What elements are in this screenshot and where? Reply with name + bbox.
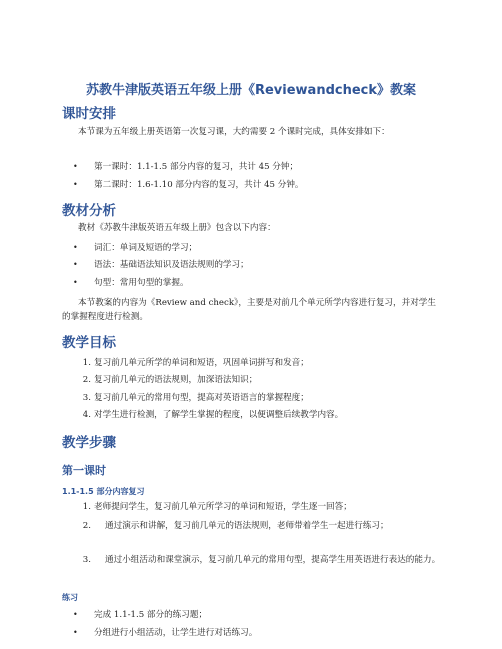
- list-item: 词汇：单词及短语的学习；: [94, 243, 198, 253]
- list-item: 对学生进行检测，了解学生掌握的程度，以便调整后续教学内容。: [94, 410, 344, 420]
- list-item: 第二课时：1.6-1.10 部分内容的复习，共计 45 分钟。: [94, 180, 304, 190]
- bullet-icon: •: [73, 162, 78, 171]
- bullet-icon: •: [73, 243, 78, 252]
- bullet-icon: •: [73, 628, 78, 637]
- list-item: 复习前几单元的常用句型，提高对英语语言的掌握程度；: [94, 393, 309, 403]
- list-number: 4.: [82, 410, 91, 420]
- bullet-icon: •: [73, 260, 78, 269]
- analysis-outro: 本节教案的内容为《Review and check》，主要是对前几个单元所学内容进行复习，并对学生的掌握程度进行检测。: [62, 298, 436, 322]
- list-item: 句型：常用句型的掌握。: [94, 278, 189, 288]
- heading-practice: 练习: [62, 593, 78, 602]
- heading-lesson-1: 第一课时: [62, 464, 106, 477]
- bullet-icon: •: [73, 610, 78, 619]
- list-item: 第一课时：1.1-1.5 部分内容的复习，共计 45 分钟；: [94, 162, 299, 172]
- list-number: 3.: [82, 393, 91, 403]
- list-item: 分组进行小组活动，让学生进行对话练习。: [94, 628, 258, 638]
- list-item: 通过小组活动和课堂演示，复习前几单元的常用句型，提高学生用英语进行表达的能力。: [105, 555, 441, 565]
- list-number: 1.: [82, 502, 91, 512]
- list-item: 复习前几单元的语法规则，加深语法知识；: [94, 375, 258, 385]
- heading-analysis: 教材分析: [62, 203, 116, 219]
- list-item: 通过演示和讲解，复习前几单元的语法规则，老师带着学生一起进行练习；: [105, 521, 389, 531]
- list-number: 2.: [82, 521, 91, 531]
- list-number: 2.: [82, 375, 91, 385]
- bullet-icon: •: [73, 278, 78, 287]
- heading-review-1-1-to-1-5: 1.1-1.5 部分内容复习: [62, 487, 145, 496]
- list-number: 3.: [82, 555, 91, 565]
- heading-steps: 教学步骤: [62, 435, 116, 451]
- analysis-intro: 教材《苏教牛津版英语五年级上册》包含以下内容：: [78, 223, 276, 233]
- list-item: 完成 1.1-1.5 部分的练习题；: [94, 610, 208, 620]
- schedule-intro: 本节课为五年级上册英语第一次复习课，大约需要 2 个课时完成，具体安排如下：: [78, 127, 390, 137]
- bullet-icon: •: [73, 180, 78, 189]
- heading-schedule: 课时安排: [62, 106, 116, 122]
- list-number: 1.: [82, 358, 91, 368]
- list-item: 复习前几单元所学的单词和短语，巩固单词拼写和发音；: [94, 358, 309, 368]
- document-title: 苏教牛津版英语五年级上册《Reviewandcheck》教案: [85, 83, 417, 98]
- list-item: 老师提问学生，复习前几单元所学习的单词和短语，学生逐一回答；: [94, 502, 352, 512]
- heading-goals: 教学目标: [62, 335, 116, 351]
- list-item: 语法：基础语法知识及语法规则的学习；: [94, 260, 249, 270]
